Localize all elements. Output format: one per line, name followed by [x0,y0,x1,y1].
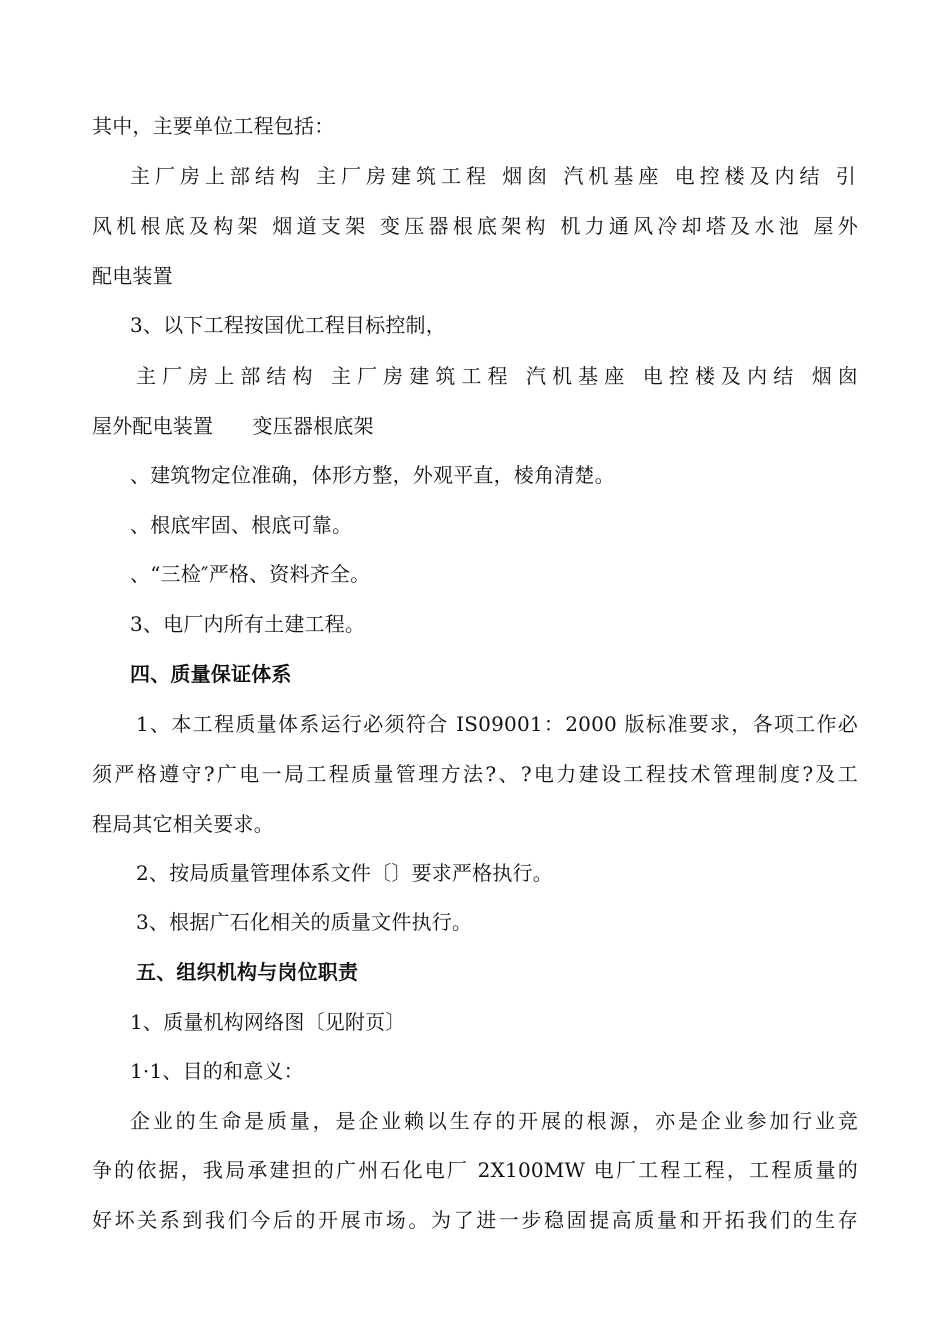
section-5-item-1-1: 1·1、目的和意义： [130,1059,304,1083]
section-5-para-line-2: 争的依据，我局承建担的广州石化电厂 2X100MW 电厂工程工程，工程质量的 [92,1158,858,1182]
section-4-heading: 四、质量保证体系 [130,662,292,686]
requirement-line-4: 3、电厂内所有土建工程。 [130,612,366,636]
unit-list-line-2: 风机根底及构架 烟道支架 变压器根底架构 机力通风冷却塔及水池 屋外 [92,214,858,238]
requirement-line-1: 、建筑物定位准确，体形方整，外观平直，棱角清楚。 [130,463,615,487]
section-4-para-3: 3、根据广石化相关的质量文件执行。 [136,910,473,934]
national-list-line-1: 主厂房上部结构 主厂房建筑工程 汽机基座 电控楼及内结 烟囱 [136,364,858,388]
section-4-para-1-line-1: 1、本工程质量体系运行必须符合 IS09001：2000 版标准要求，各项工作必 [136,712,858,736]
item-3-heading: 3、以下工程按国优工程目标控制， [130,313,446,337]
section-4-para-2: 2、按局质量管理体系文件〔〕要求严格执行。 [136,861,553,885]
section-4-para-1-line-2: 须严格遵守?广电一局工程质量管理方法?、?电力建设工程技术管理制度?及工 [92,762,858,786]
section-5-para-line-1: 企业的生命是质量，是企业赖以生存的开展的根源，亦是企业参加行业竞 [130,1109,858,1133]
national-list-line-2: 屋外配电装置 变压器根底架 [92,414,374,438]
unit-list-line-1: 主厂房上部结构 主厂房建筑工程 烟囱 汽机基座 电控楼及内结 引 [130,164,856,188]
section-5-heading: 五、组织机构与岗位职责 [136,960,359,984]
section-4-para-1-line-3: 程局其它相关要求。 [92,812,274,836]
intro-line: 其中，主要单位工程包括： [92,114,335,138]
unit-list-line-3: 配电装置 [92,264,173,288]
section-5-para-line-3: 好坏关系到我们今后的开展市场。为了进一步稳固提高质量和开拓我们的生存 [92,1208,858,1232]
requirement-line-2: 、根底牢固、根底可靠。 [130,513,353,537]
section-5-item-1: 1、质量机构网络图〔见附页〕 [130,1010,406,1034]
requirement-line-3: 、“三检″严格、资料齐全。 [130,562,371,586]
